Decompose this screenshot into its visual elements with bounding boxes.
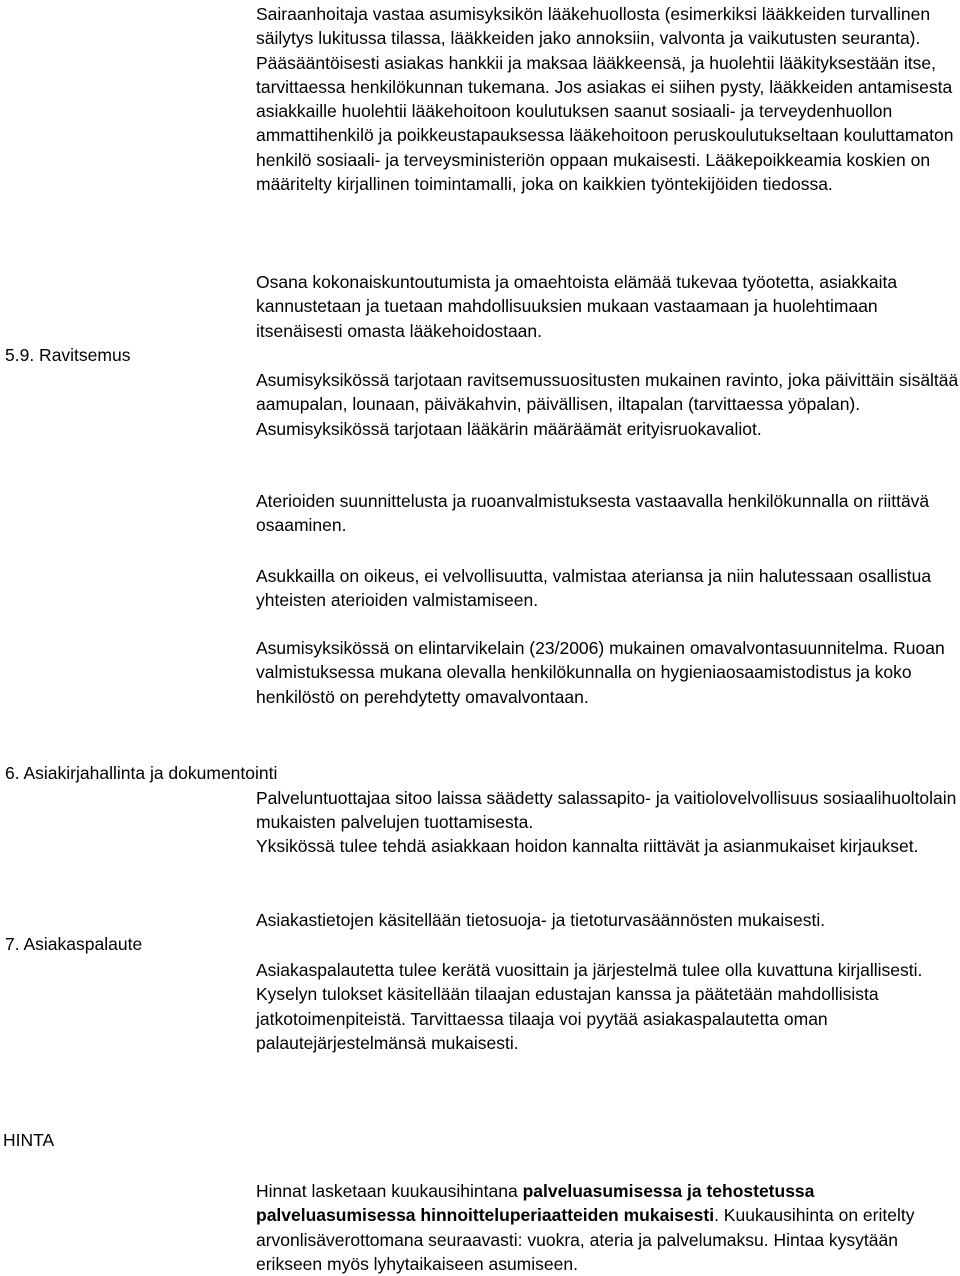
price-intro: Hinnat lasketaan kuukausihintana <box>256 1181 523 1201</box>
food-law-paragraph: Asumisyksikössä on elintarvikelain (23/2006) mukainen omavalvontasuunnitelma. Ruoan valmistuksessa mukana olevalla henkilökunnalla on hygieniaosaamistodistus ja koko henkilöstö on perehdytetty omavalvontaan. <box>256 638 945 707</box>
price-paragraph <box>256 1179 960 1276</box>
price-emphasis: palveluasumisessa ja tehostetussa palveluasumisessa hinnoitteluperiaatteiden mukaisesti <box>256 1181 815 1226</box>
meals-paragraph: Aterioiden suunnittelusta ja ruoanvalmistuksesta vastaavalla henkilökunnalla on riittävä osaaminen. <box>256 491 930 536</box>
section-heading-7: 7. Asiakaspalaute <box>5 934 143 954</box>
participation-paragraph: Asukkailla on oikeus, ei velvollisuutta, valmistaa ateriansa ja niin halutessaan osallistua yhteisten aterioiden valmistamiseen. <box>256 566 932 611</box>
confidentiality-paragraph: Palveluntuottajaa sitoo laissa säädetty salassapito- ja vaitiolovelvollisuus sosiaalihuoltolain mukaisten palvelujen tuottamisesta. <box>256 788 957 833</box>
records-paragraph: Yksikössä tulee tehdä asiakkaan hoidon kannalta riittävät ja asianmukaiset kirjaukset. <box>256 836 919 856</box>
feedback-paragraph: Asiakaspalautetta tulee kerätä vuosittain ja järjestelmä tulee olla kuvattuna kirjallisesti. Kyselyn tulokset käsitellään tilaajan edustajan kanssa ja päätetään mahdollisista jatkotoimenpiteistä. Tarvittaessa tilaaja voi pyytää asiakaspalautetta oman palautejärjestelmänsä mukaisesti. <box>256 960 923 1053</box>
section-heading-6: 6. Asiakirjahallinta ja dokumentointi <box>5 763 278 783</box>
rehab-paragraph: Osana kokonaiskuntoutumista ja omaehtoista elämää tukevaa työotetta, asiakkaita kannustetaan ja tuetaan mahdollisuuksien mukaan vastaamaan ja huolehtimaan itsenäisesti omasta lääkehoidostaan. <box>256 272 898 341</box>
privacy-paragraph: Asiakastietojen käsitellään tietosuoja- ja tietoturvasäännösten mukaisesti. <box>256 910 826 930</box>
price-rest: . Kuukausihinta on eritelty arvonlisäverottomana seuraavasti: vuokra, ateria ja palvelumaksu. Hintaa kysytään erikseen myös lyhytaikaiseen asumiseen. <box>256 1205 915 1274</box>
nutrition-paragraph: Asumisyksikössä tarjotaan ravitsemussuositusten mukainen ravinto, joka päivittäin sisältää aamupalan, lounaan, päiväkahvin, päivällisen, iltapalan (tarvittaessa yöpalan). Asumisyksikössä tarjotaan lääkärin määräämät erityisruokavaliot. <box>256 370 959 439</box>
price-heading: HINTA <box>3 1130 55 1150</box>
medication-paragraph: Sairaanhoitaja vastaa asumisyksikön lääkehuollosta (esimerkiksi lääkkeiden turvallinen säilytys lukitussa tilassa, lääkkeiden jako annoksiin, valvonta ja vaikutusten seuranta). Pääsääntöisesti asiakas hankkii ja maksaa lääkkeensä, ja huolehtii lääkityksestään itse, tarvittaessa henkilökunnan tukemana. Jos asiakas ei siihen pysty, lääkkeiden antamisesta asiakkaille huolehtii lääkehoitoon koulutuksen saanut sosiaali- ja terveydenhuollon ammattihenkilö ja poikkeustapauksessa lääkehoitoon peruskoulutukseltaan kouluttamaton henkilö sosiaali- ja terveysministeriön oppaan mukaisesti. Lääkepoikkeamia koskien on määritelty kirjallinen toimintamalli, joka on kaikkien työntekijöiden tiedossa. <box>256 4 954 195</box>
section-heading-5-9: 5.9. Ravitsemus <box>5 345 131 365</box>
